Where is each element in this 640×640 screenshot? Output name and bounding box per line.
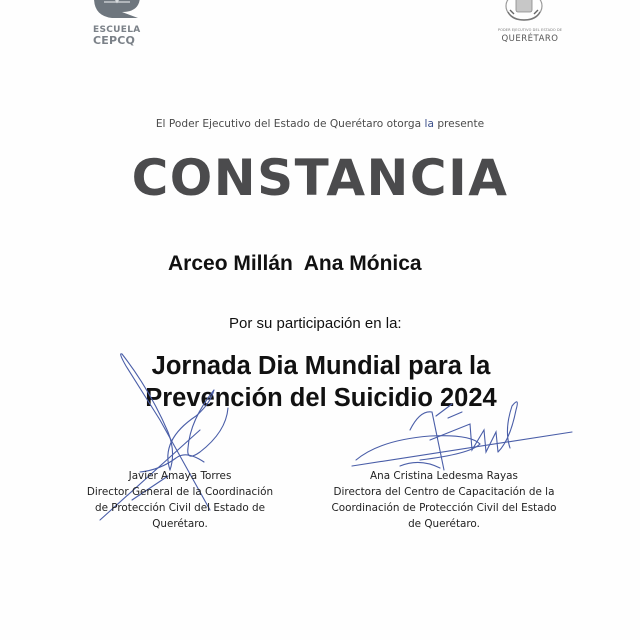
certificate-title: CONSTANCIA [131, 149, 509, 207]
left-signer-title-line2: de Protección Civil del Estado de [94, 502, 265, 514]
intro-text-highlight: la [424, 118, 434, 130]
left-signer-name: Javier Amaya Torres [128, 470, 232, 482]
queretaro-logo [490, 0, 570, 48]
right-signer-block [314, 468, 574, 532]
event-name [0, 350, 640, 414]
right-signer-title-line3: de Querétaro. [408, 518, 480, 530]
cepcq-logo [86, 0, 146, 48]
logo-text-queretaro: QUERÉTARO [501, 34, 559, 44]
logo-text-cepcq: CEPCQ [93, 34, 136, 47]
logo-text-poder-ejecutivo: PODER EJECUTIVO DEL ESTADO DE [497, 28, 563, 32]
right-signer-name: Ana Cristina Ledesma Rayas [370, 470, 518, 482]
left-signer-block [60, 468, 300, 532]
right-signer-title-line2: Coordinación de Protección Civil del Estado [331, 502, 557, 514]
intro-text-after: presente [433, 118, 485, 130]
cepcq-emblem-icon [92, 0, 142, 18]
event-name-line2: Prevención del Suicidio 2024 [145, 384, 497, 412]
left-signer-title-line3: Querétaro. [152, 518, 208, 530]
recipient-name: Arceo Millán Ana Mónica [168, 252, 422, 275]
left-signer-title-line1: Director General de la Coordinación [86, 486, 274, 498]
event-name-line1: Jornada Dia Mundial para la [151, 352, 491, 380]
right-signer-title-line1: Directora del Centro de Capacitación de la [333, 486, 555, 498]
logo-text-escuela: ESCUELA [93, 25, 141, 35]
intro-text-before: El Poder Ejecutivo del Estado de Querétaro otorga [155, 118, 425, 130]
intro-text [0, 118, 640, 130]
participation-text: Por su participación en la: [229, 315, 402, 332]
queretaro-crest-icon [502, 0, 546, 24]
